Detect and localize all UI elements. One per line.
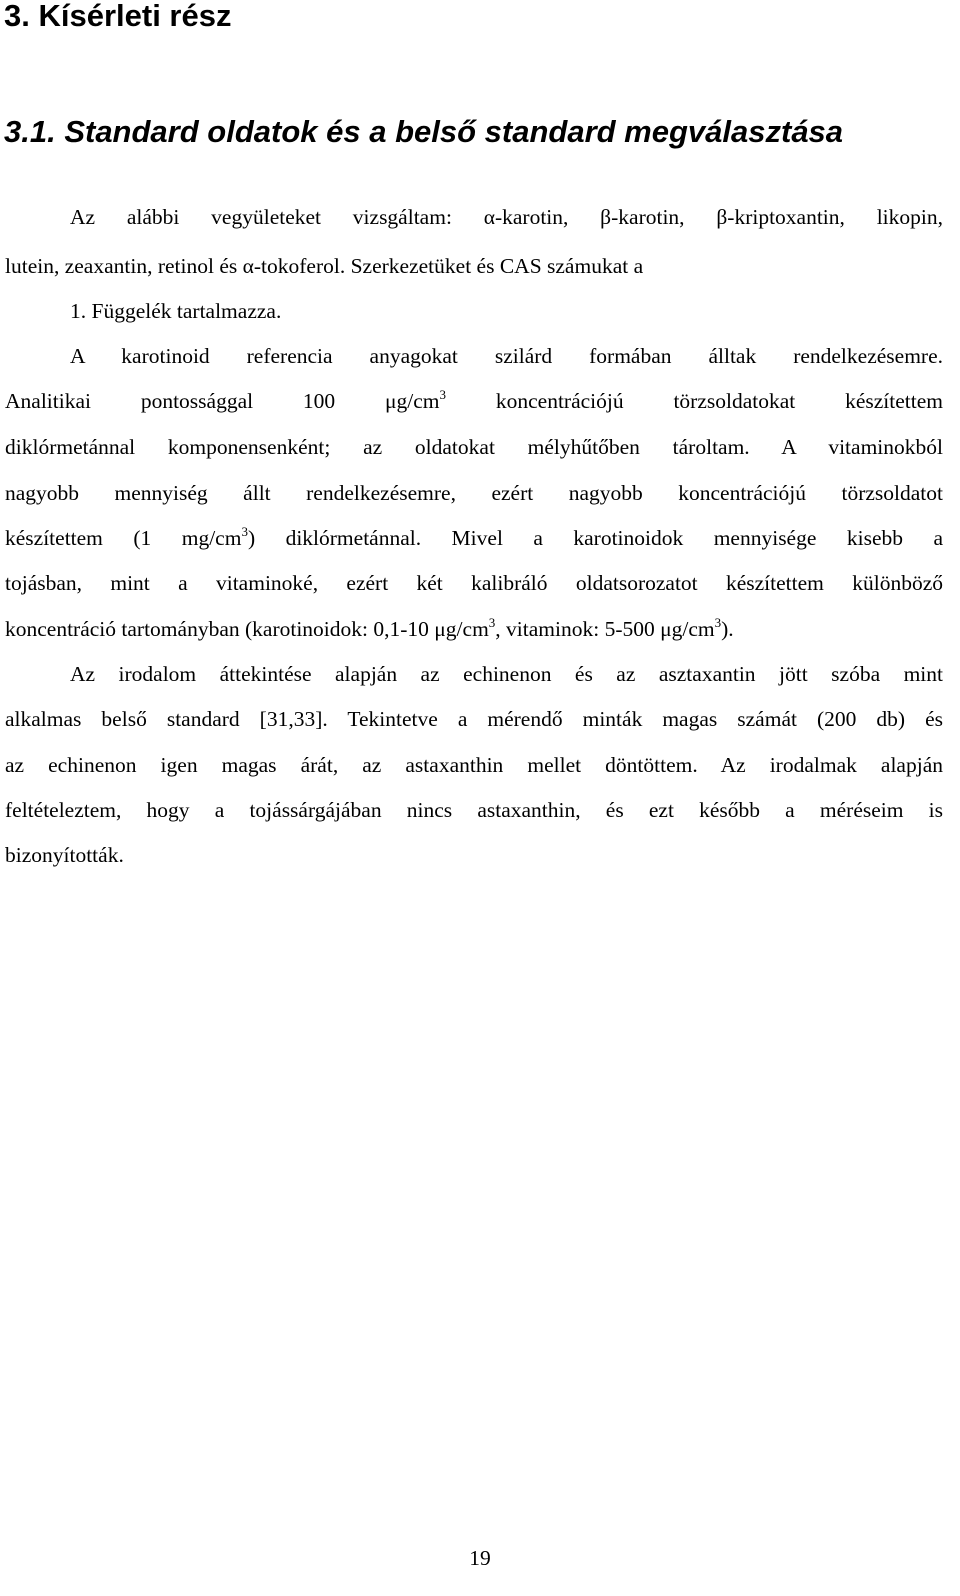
text-segment: koncentráció tartományban (karotinoidok: 0,1-10 μg/cm (5, 617, 489, 641)
text-line: tojásban, mint a vitaminoké, ezért két kalibráló oldatsorozatot készítettem különböző (5, 571, 943, 595)
superscript: 3 (241, 524, 248, 539)
text-line: Az alábbi vegyületeket vizsgáltam: α-karotin, β-karotin, β-kriptoxantin, likopin, (70, 205, 943, 229)
text-line: A karotinoid referencia anyagokat szilárd formában álltak rendelkezésemre. (70, 344, 943, 368)
text-segment: koncentrációjú törzsoldatokat készítettem (495, 389, 944, 413)
text-line: alkalmas belső standard [31,33]. Tekintetve a mérendő minták magas számát (200 db) és (5, 707, 943, 731)
text-line (5, 523, 943, 556)
text-line: bizonyították. (5, 843, 124, 867)
page-number: 19 (469, 1546, 491, 1570)
text-line: feltételeztem, hogy a tojássárgájában nincs astaxanthin, és ezt később a méréseim is (5, 798, 943, 822)
superscript: 3 (439, 387, 447, 402)
text-line (5, 614, 943, 647)
text-line: diklórmetánnal komponensenként; az oldatokat mélyhűtőben tároltam. A vitaminokból (5, 435, 943, 459)
superscript: 3 (488, 615, 496, 630)
text-line (5, 386, 943, 419)
text-line: lutein, zeaxantin, retinol és α-tokoferol. Szerkezetüket és CAS számukat a (5, 254, 644, 278)
text-line: 1. Függelék tartalmazza. (70, 299, 282, 323)
text-line: nagyobb mennyiség állt rendelkezésemre, ezért nagyobb koncentrációjú törzsoldatot (5, 481, 943, 505)
text-line: az echinenon igen magas árát, az astaxanthin mellet döntöttem. Az irodalmak alapján (5, 753, 943, 777)
text-segment: , vitaminok: 5-500 μg/cm (495, 617, 715, 641)
text-segment: ). (721, 617, 734, 641)
text-segment: készítettem (1 mg/cm (5, 526, 242, 550)
superscript: 3 (714, 615, 722, 630)
text-segment: ) diklórmetánnal. Mivel a karotinoidok mennyisége kisebb a (247, 526, 943, 550)
text-line: Az irodalom áttekintése alapján az echinenon és az asztaxantin jött szóba mint (70, 662, 943, 686)
chapter-title: 3. Kísérleti rész (4, 0, 232, 33)
text-segment: Analitikai pontossággal 100 μg/cm (5, 389, 440, 413)
section-title: 3.1. Standard oldatok és a belső standard megválasztása (4, 114, 844, 149)
